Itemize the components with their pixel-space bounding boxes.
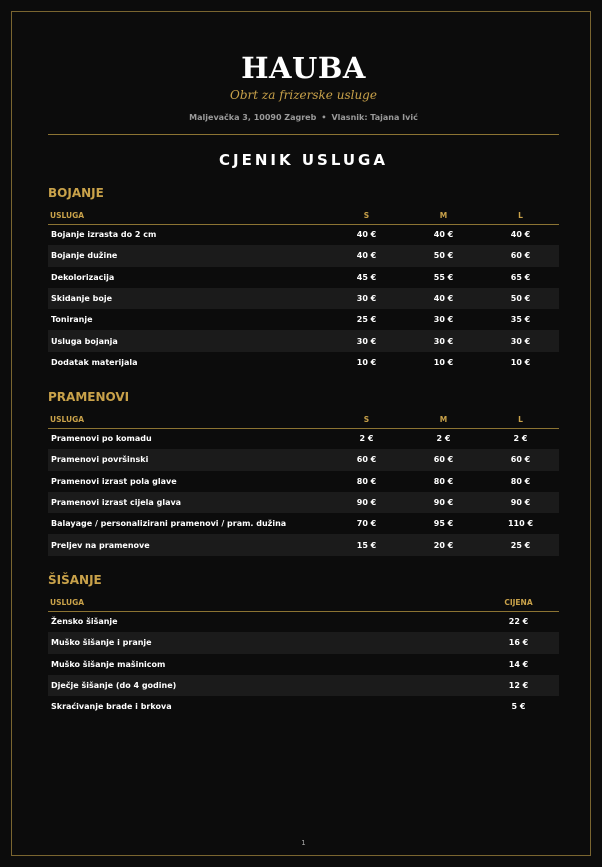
- table-row: [48, 654, 559, 675]
- service-name: Balayage / personalizirani pramenovi / pram. dužina: [51, 519, 287, 529]
- service-name: Preljev na pramenove: [48, 534, 328, 555]
- table-header-row: [48, 592, 559, 611]
- price-m: 50 €: [405, 245, 482, 266]
- table-row: [48, 632, 559, 653]
- table-row: [48, 449, 559, 470]
- price-l: 110 €: [507, 519, 534, 529]
- service-name: Dječje šišanje (do 4 godine): [48, 675, 478, 696]
- price-m: 40 €: [405, 288, 482, 309]
- owner-text: Vlasnik: Tajana Ivić: [331, 113, 418, 122]
- price-m: 20 €: [405, 534, 482, 555]
- table-row: [48, 309, 559, 330]
- price-l: 60 €: [482, 245, 559, 266]
- column-header-price: CIJENA: [478, 592, 559, 611]
- column-header-service: USLUGA: [48, 409, 328, 428]
- price-m: 40 €: [433, 230, 454, 240]
- price-m: 60 €: [405, 449, 482, 470]
- table-row: [48, 611, 559, 632]
- brand-name: HAUBA: [241, 51, 366, 85]
- price-s: 2 €: [359, 434, 374, 444]
- table-row: [48, 492, 559, 513]
- price-s: 15 €: [328, 534, 405, 555]
- service-name: Muško šišanje i pranje: [48, 632, 478, 653]
- price-l: 2 €: [513, 434, 528, 444]
- price-m: 90 €: [405, 492, 482, 513]
- table-row: [48, 330, 559, 351]
- service-name: Bojanje izrasta do 2 cm: [51, 230, 157, 240]
- service-name: Bojanje dužine: [48, 245, 328, 266]
- price-m: 30 €: [433, 315, 454, 325]
- column-header-l: L: [482, 409, 559, 428]
- price-l: 50 €: [482, 288, 559, 309]
- price-price: 22 €: [508, 617, 529, 627]
- table-row: [48, 696, 559, 717]
- price-l: 80 €: [510, 476, 531, 486]
- price-table: [48, 592, 559, 717]
- column-header-s: S: [328, 205, 405, 224]
- section-title: PRAMENOVI: [48, 390, 130, 404]
- service-name: Skidanje boje: [48, 288, 328, 309]
- price-l: 60 €: [482, 449, 559, 470]
- section-sisanje: [48, 572, 559, 717]
- price-list-title: CJENIK USLUGA: [219, 151, 388, 169]
- page-number: 1: [301, 839, 306, 847]
- price-l: 40 €: [510, 230, 531, 240]
- table-row: [48, 267, 559, 288]
- price-m: 80 €: [433, 476, 454, 486]
- price-s: 25 €: [356, 315, 377, 325]
- price-s: 45 €: [356, 272, 377, 282]
- table-body: [48, 428, 559, 556]
- section-pramenovi: [48, 389, 559, 556]
- price-s: 80 €: [356, 476, 377, 486]
- table-row: [48, 352, 559, 373]
- price-l: 35 €: [510, 315, 531, 325]
- service-name: Pramenovi površinski: [48, 449, 328, 470]
- price-m: 30 €: [405, 330, 482, 351]
- price-s: 30 €: [328, 288, 405, 309]
- column-header-m: M: [405, 409, 482, 428]
- price-price: 16 €: [478, 632, 559, 653]
- service-name: Pramenovi izrast cijela glava: [48, 492, 328, 513]
- table-body: [48, 224, 559, 373]
- price-s: 40 €: [356, 230, 377, 240]
- price-price: 12 €: [478, 675, 559, 696]
- table-row: [48, 513, 559, 534]
- price-table: [48, 409, 559, 556]
- table-row: [48, 471, 559, 492]
- price-s: 90 €: [328, 492, 405, 513]
- section-bojanje: [48, 185, 559, 373]
- price-s: 30 €: [328, 330, 405, 351]
- service-name: Dekolorizacija: [51, 272, 115, 282]
- table-row: [48, 224, 559, 245]
- price-l: 25 €: [482, 534, 559, 555]
- price-m: 95 €: [433, 519, 454, 529]
- table-row: [48, 428, 559, 449]
- price-m: 55 €: [433, 272, 454, 282]
- price-s: 40 €: [328, 245, 405, 266]
- separator-dot: •: [321, 113, 327, 122]
- price-l: 30 €: [482, 330, 559, 351]
- business-info: [48, 112, 559, 124]
- page-header: [48, 50, 559, 124]
- table-header-row: [48, 205, 559, 224]
- column-header-l: L: [482, 205, 559, 224]
- service-name: Dodatak materijala: [51, 357, 138, 367]
- price-l: 10 €: [510, 357, 531, 367]
- price-m: 2 €: [436, 434, 451, 444]
- column-header-service: USLUGA: [48, 592, 478, 611]
- service-name: Toniranje: [51, 315, 93, 325]
- service-name: Usluga bojanja: [48, 330, 328, 351]
- price-s: 70 €: [356, 519, 377, 529]
- price-s: 10 €: [356, 357, 377, 367]
- service-name: Muško šišanje mašinicom: [51, 659, 166, 669]
- section-title: ŠIŠANJE: [48, 573, 102, 587]
- table-row: [48, 288, 559, 309]
- address-text: Maljevačka 3, 10090 Zagreb: [189, 113, 317, 122]
- price-table: [48, 205, 559, 373]
- service-name: Žensko šišanje: [51, 617, 118, 627]
- brand-tagline: Obrt za frizerske usluge: [230, 88, 377, 102]
- price-m: 10 €: [433, 357, 454, 367]
- price-price: 14 €: [508, 659, 529, 669]
- column-header-m: M: [405, 205, 482, 224]
- service-name: Pramenovi po komadu: [51, 434, 152, 444]
- price-s: 60 €: [328, 449, 405, 470]
- column-header-s: S: [328, 409, 405, 428]
- price-price: 5 €: [511, 702, 526, 712]
- price-l: 65 €: [510, 272, 531, 282]
- section-title: BOJANJE: [48, 186, 104, 200]
- price-l: 90 €: [482, 492, 559, 513]
- service-name: Skraćivanje brade i brkova: [51, 702, 172, 712]
- table-body: [48, 611, 559, 717]
- table-row: [48, 245, 559, 266]
- header-divider: [48, 134, 559, 135]
- service-name: Pramenovi izrast pola glave: [51, 476, 177, 486]
- column-header-service: USLUGA: [48, 205, 328, 224]
- table-row: [48, 675, 559, 696]
- table-row: [48, 534, 559, 555]
- table-header-row: [48, 409, 559, 428]
